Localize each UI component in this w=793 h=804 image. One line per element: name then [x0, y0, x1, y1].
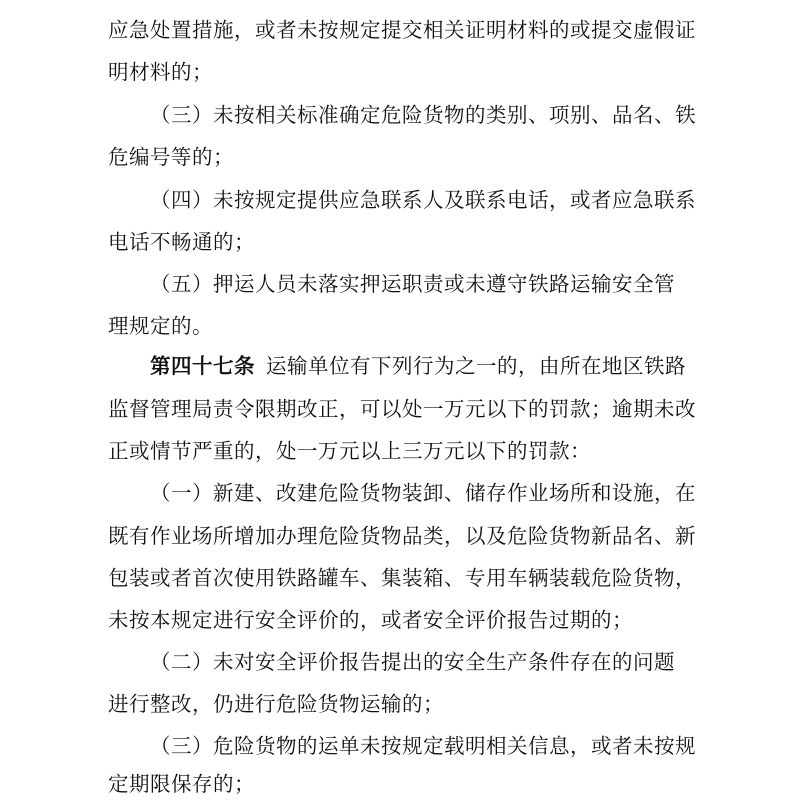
text-line: 定期限保存的； [108, 772, 255, 796]
text-line: （一）新建、改建危险货物装卸、储存作业场所和设施，在 [150, 481, 696, 505]
text-line: （四）未按规定提供应急联系人及联系电话，或者应急联系 [150, 188, 696, 212]
article-first-text: 运输单位有下列行为之一的，由所在地区铁路 [266, 354, 687, 378]
text-line: 监督管理局责令限期改正，可以处一万元以下的罚款；逾期未改 [108, 397, 696, 421]
text-line: （二）未对安全评价报告提出的安全生产条件存在的问题 [150, 650, 675, 674]
text-line: 明材料的； [108, 60, 213, 84]
text-line: 危编号等的； [108, 145, 234, 169]
text-line: 未按本规定进行安全评价的，或者安全评价报告过期的； [108, 608, 633, 632]
text-line: 电话不畅通的； [108, 230, 255, 254]
text-line: 理规定的。 [108, 314, 213, 338]
text-line: 包装或者首次使用铁路罐车、集装箱、专用车辆装载危险货物， [108, 566, 696, 590]
text-line: 进行整改，仍进行危险货物运输的； [108, 692, 444, 716]
article-first-line [0, 346, 793, 386]
text-line: （五）押运人员未落实押运职责或未遵守铁路运输安全管 [150, 272, 675, 296]
article-number: 第四十七条 [150, 354, 255, 378]
text-line: 应急处置措施，或者未按规定提交相关证明材料的或提交虚假证 [108, 18, 696, 42]
text-line: 正或情节严重的，处一万元以上三万元以下的罚款： [108, 439, 591, 463]
text-line: 既有作业场所增加办理危险货物品类，以及危险货物新品名、新 [108, 524, 696, 548]
text-line: （三）危险货物的运单未按规定载明相关信息，或者未按规 [150, 734, 696, 758]
text-line: （三）未按相关标准确定危险货物的类别、项别、品名、铁 [150, 103, 696, 127]
